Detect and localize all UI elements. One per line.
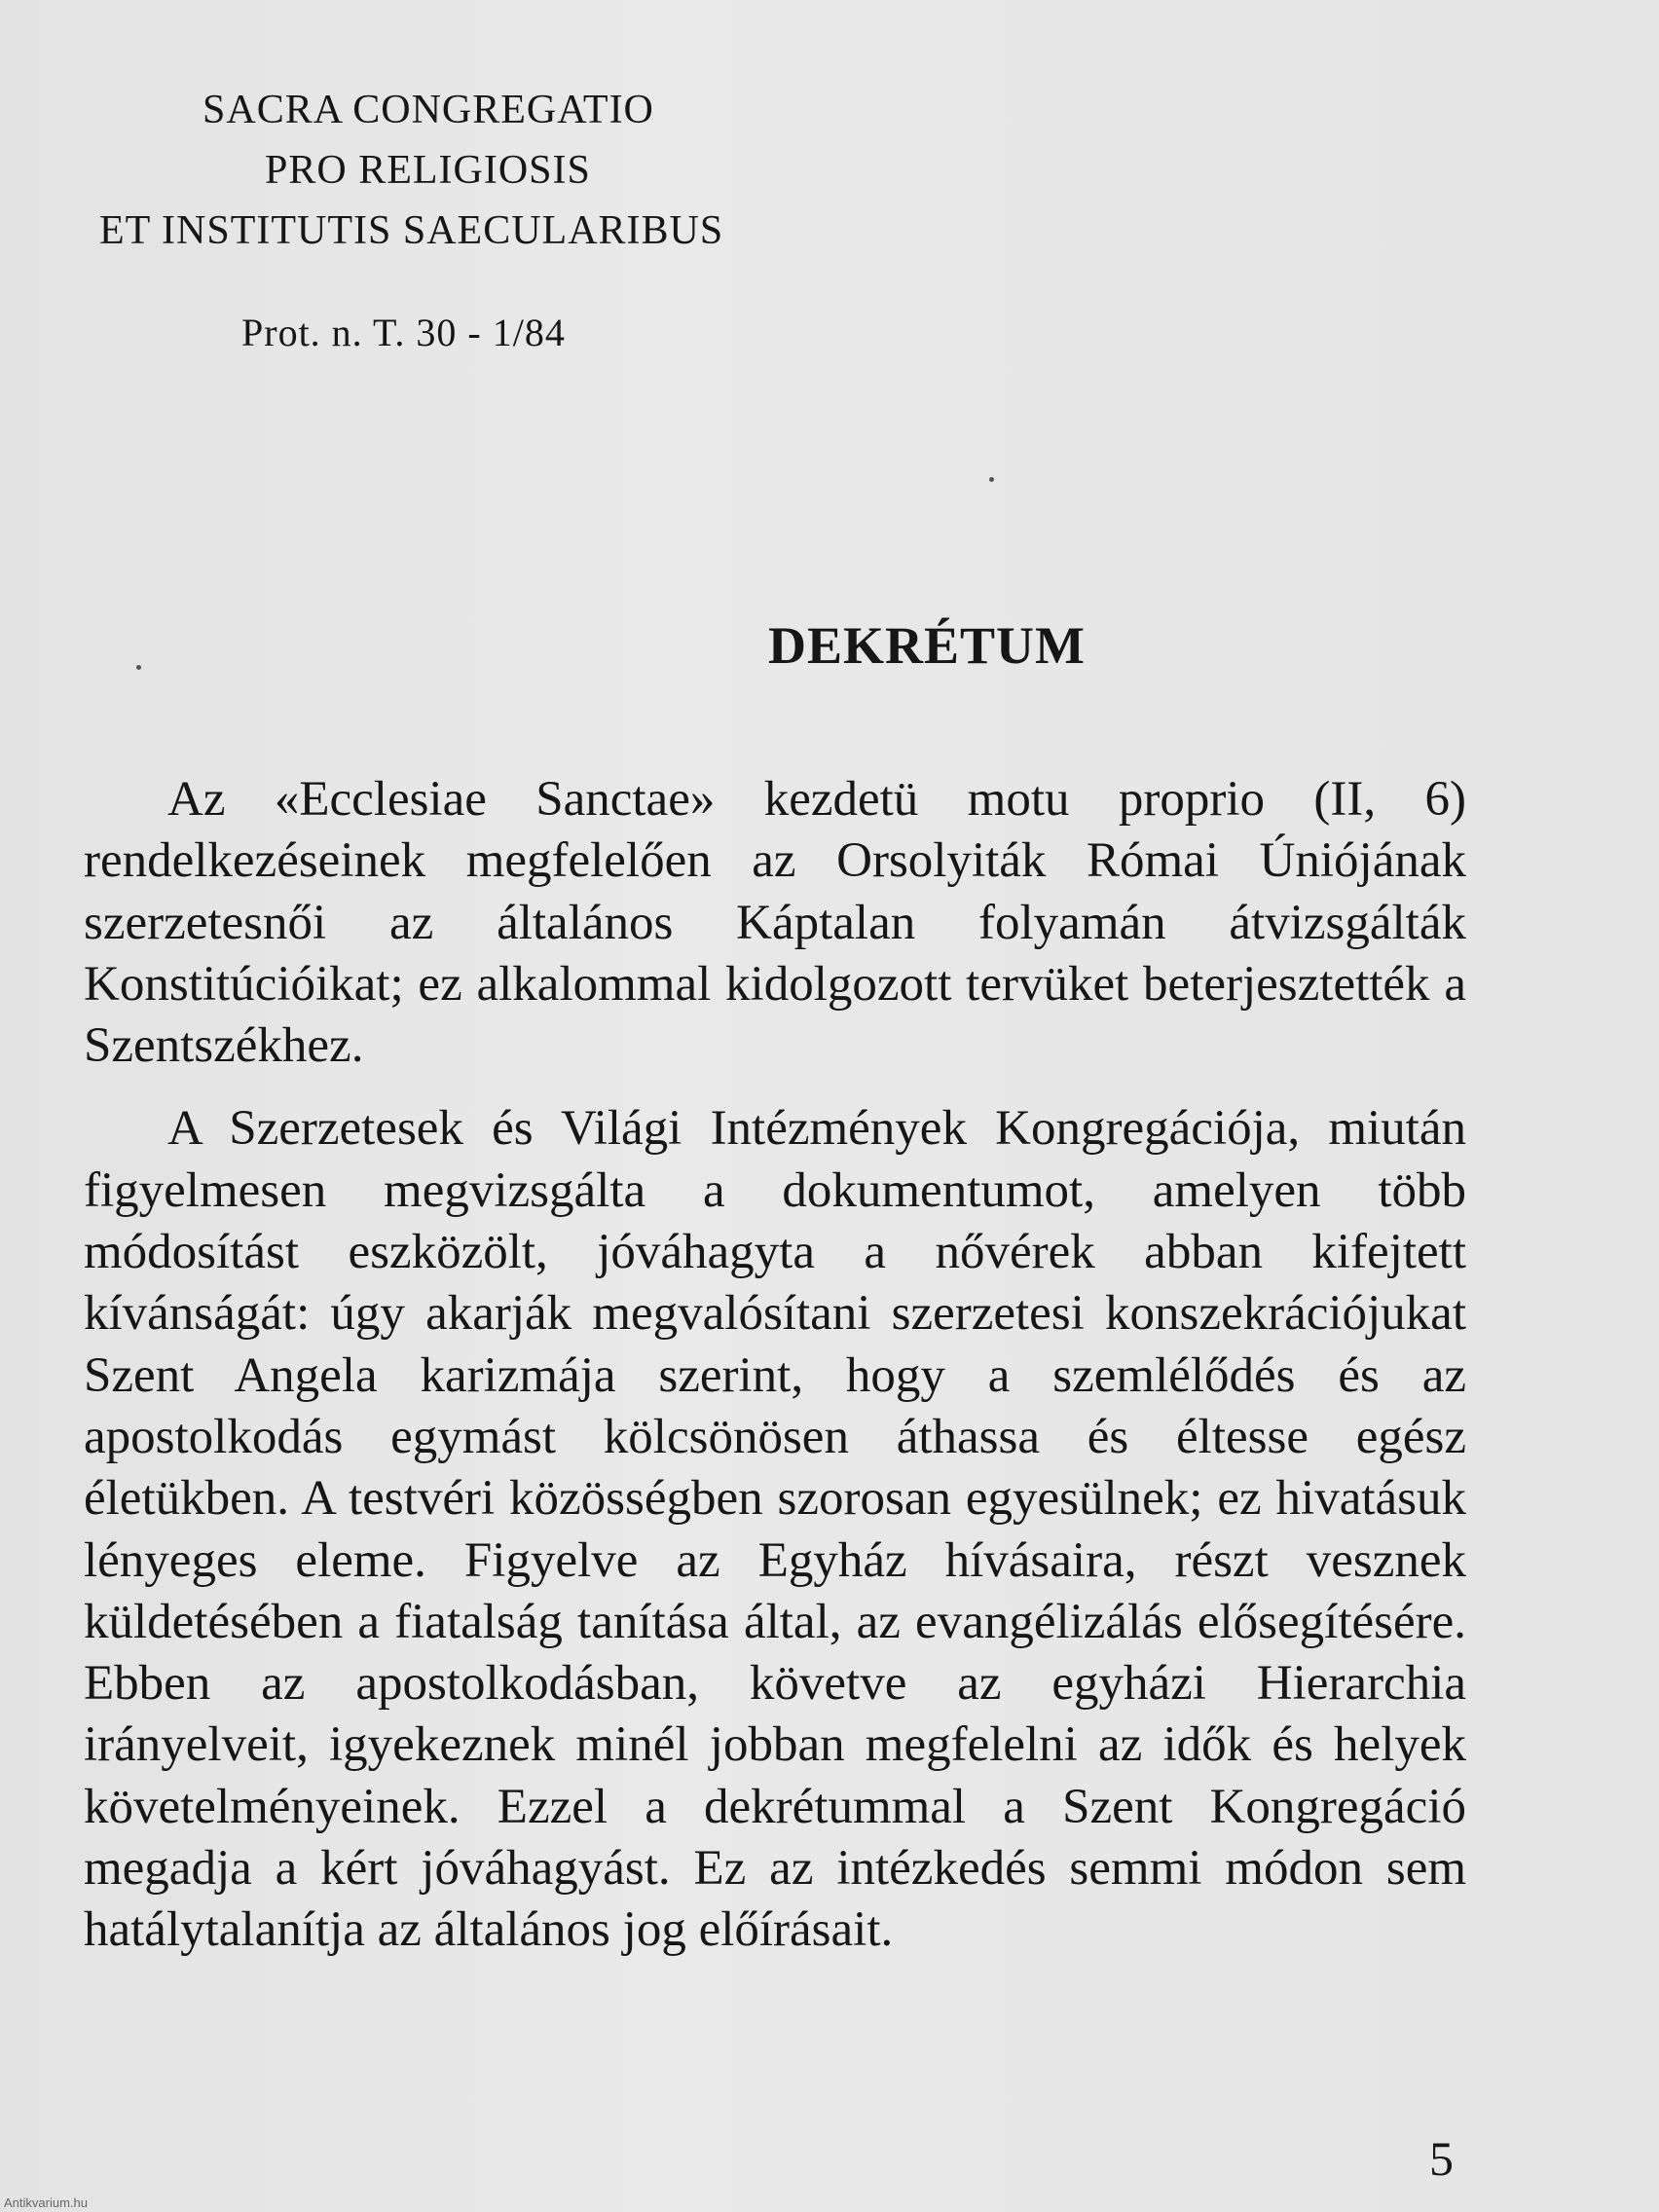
page-number: 5 (1429, 2131, 1454, 2186)
paragraph-2: A Szerzetesek és Világi Intézmények Kongregációja, miután figyelmesen megvizsgálta a dokumentumot, amelyen több módosítást eszközölt, jóváhagyta a nővérek abban kifejtett kívánságát: úgy akarják megvalósítani szerzetesi konszekrációjukat Szent Angela karizmája szerint, hogy a szemlélődés és az apostolkodás egymást kölcsönösen áthassa és éltesse egész életükben. A testvéri közösségben szorosan egyesülnek; ez hivatásuk lényeges eleme. Figyelve az Egyház hívásaira, részt vesznek küldetésében a fiatalság tanítása által, az evangélizálás elősegítésére. Ebben az apostolkodásban, követve az egyházi Hierarchia irányelveit, igyekeznek minél jobban megfelelni az idők és helyek követelményeinek. Ezzel a dekrétummal a Szent Kongregáció megadja a kért jóváhagyást. Ez az intézkedés semmi módon sem hatálytalanítja az általános jog előírásait. (84, 1101, 1466, 1958)
congregation-header (88, 80, 847, 261)
watermark: Antikvarium.hu (4, 2195, 88, 2210)
header-line-2: PRO RELIGIOSIS (265, 148, 591, 193)
ink-speck (136, 665, 141, 670)
ink-speck (989, 477, 994, 482)
header-line-1: SACRA CONGREGATIO (203, 88, 654, 132)
header-line-3: ET INSTITUTIS SAECULARIBUS (99, 208, 724, 253)
decree-body (84, 769, 1466, 1983)
paragraph-1: Az «Ecclesiae Sanctae» kezdetü motu proprio (II, 6) rendelkezéseinek megfelelően az Orsolyiták Római Úniójának szerzetesnői az általános Káptalan folyamán átvizsgálták Konstitúcióikat; ez alkalommal kidolgozott tervüket beterjesztették a Szentszékhez. (84, 772, 1466, 1074)
document-title (0, 615, 1659, 676)
protocol-number: Prot. n. T. 30 - 1/84 (241, 311, 566, 354)
document-title-text: DEKRÉTUM (767, 616, 1086, 675)
